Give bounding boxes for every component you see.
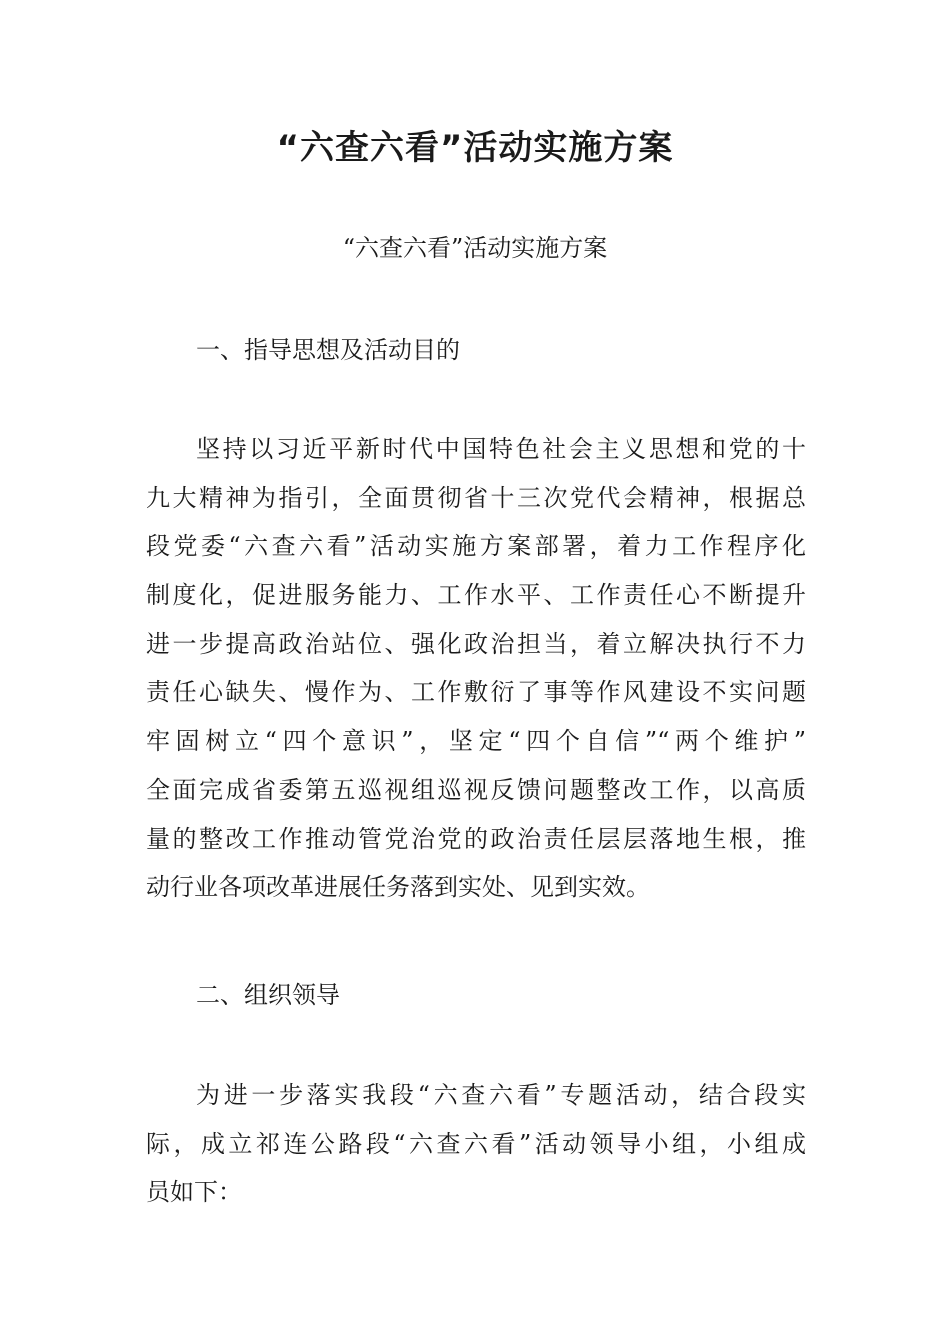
- paragraph-line: 牢固树立“四个意识”，坚定“四个自信”“两个维护”: [146, 727, 806, 756]
- document-subtitle: “六查六看”活动实施方案: [342, 234, 608, 262]
- section-heading-guiding-ideology: 一、指导思想及活动目的: [196, 336, 460, 364]
- paragraph-line: 全面完成省委第五巡视组巡视反馈问题整改工作，以高质: [146, 775, 806, 804]
- paragraph-line: 为进一步落实我段“六查六看”专题活动，结合段实: [196, 1081, 806, 1109]
- paragraph-line: 责任心缺失、慢作为、工作敷衍了事等作风建设不实问题: [146, 678, 806, 707]
- paragraph-line: 际，成立祁连公路段“六查六看”活动领导小组，小组成: [146, 1129, 806, 1158]
- paragraph-organization: [146, 1071, 806, 1217]
- paragraph-line: 坚持以习近平新时代中国特色社会主义思想和党的十: [196, 435, 806, 463]
- section-heading-organization: 二、组织领导: [196, 981, 340, 1009]
- document-title: “六查六看”活动实施方案: [276, 128, 674, 168]
- paragraph-line: 动行业各项改革进展任务落到实处、见到实效。: [146, 873, 650, 902]
- paragraph-guiding-ideology: [146, 425, 806, 912]
- paragraph-line: 九大精神为指引，全面贯彻省十三次党代会精神，根据总: [146, 483, 806, 512]
- paragraph-line: 制度化，促进服务能力、工作水平、工作责任心不断提升: [146, 581, 806, 610]
- paragraph-line: 量的整改工作推动管党治党的政治责任层层落地生根，推: [146, 824, 806, 853]
- paragraph-line: 进一步提高政治站位、强化政治担当，着立解决执行不力: [146, 629, 806, 658]
- paragraph-line: 段党委“六查六看”活动实施方案部署，着力工作程序化: [146, 532, 806, 561]
- paragraph-line: 员如下：: [146, 1178, 242, 1207]
